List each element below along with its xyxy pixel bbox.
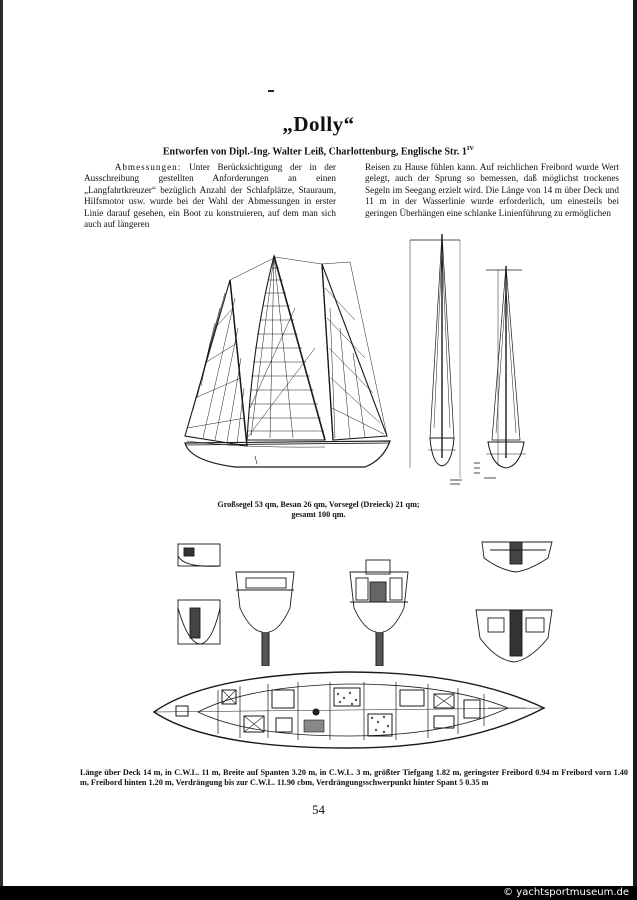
sail-area-caption-line1: Großsegel 53 qm, Besan 26 qm, Vorsegel (Dreieck) 21 qm; [217, 500, 420, 509]
body-column-right: Reisen zu Hause fühlen kann. Auf reichlichen Freibord wurde Wert gelegt, auch der Sprung so bemessen, daß möglichst trockenes Segeln im Seegang erzielt wird. Die Länge von 14 m über Deck und 11 m in der Wasserlinie wurde erforderlich, um einesteils bei geringen Überhängen eine schlanke Linienführung zu ermöglichen [365, 162, 619, 218]
dimensions-caption: Länge über Deck 14 m, in C.W.L. 11 m, Breite auf Spanten 3.20 m, in C.W.L. 3 m, größter Tiefgang 1.82 m, geringster Freibord 0.94 m Freibord vorn 1.40 m, Freibord hinten 1.20 m, Verdrängung bis zur C.W.L. 11.90 cbm, Verdrängungsschwerpunkt hinter Spant 5 0.35 m [80, 768, 628, 787]
sail-plan-drawing [175, 248, 400, 478]
watermark: © yachtsportmuseum.de [503, 887, 629, 898]
sail-area-caption [0, 500, 637, 520]
body-column-left [84, 162, 336, 230]
designer-credit-sup: IV [466, 145, 475, 152]
page-title: „Dolly“ [282, 112, 355, 136]
deck-plan-drawing [148, 660, 550, 760]
page-number: 54 [312, 802, 325, 817]
designer-credit-text: Entworfen von Dipl.-Ing. Walter Leiß, Charlottenburg, Englische Str. 1 [162, 146, 467, 158]
cross-section-views [170, 538, 560, 666]
body-left-text: Unter Berücksichtigung der in der Ausschreibung gestellten Anforderungen an einen „Langfahrtkreuzer“ bezüglich Anzahl der Schlafplätze, Stauraum, Hilfsmotor usw. wurde bei der Wahl der Abmessungen in erster Linie darauf gesehen, ein Boot zu konstruieren, auf dem man sich auch auf längeren [84, 162, 336, 230]
body-lead: Abmessungen: [114, 162, 182, 172]
scan-speck [268, 90, 274, 92]
designer-credit [0, 145, 637, 157]
sail-area-caption-line2: gesamt 100 qm. [291, 510, 346, 519]
footer-band [0, 886, 637, 900]
rig-front-view [400, 228, 530, 493]
